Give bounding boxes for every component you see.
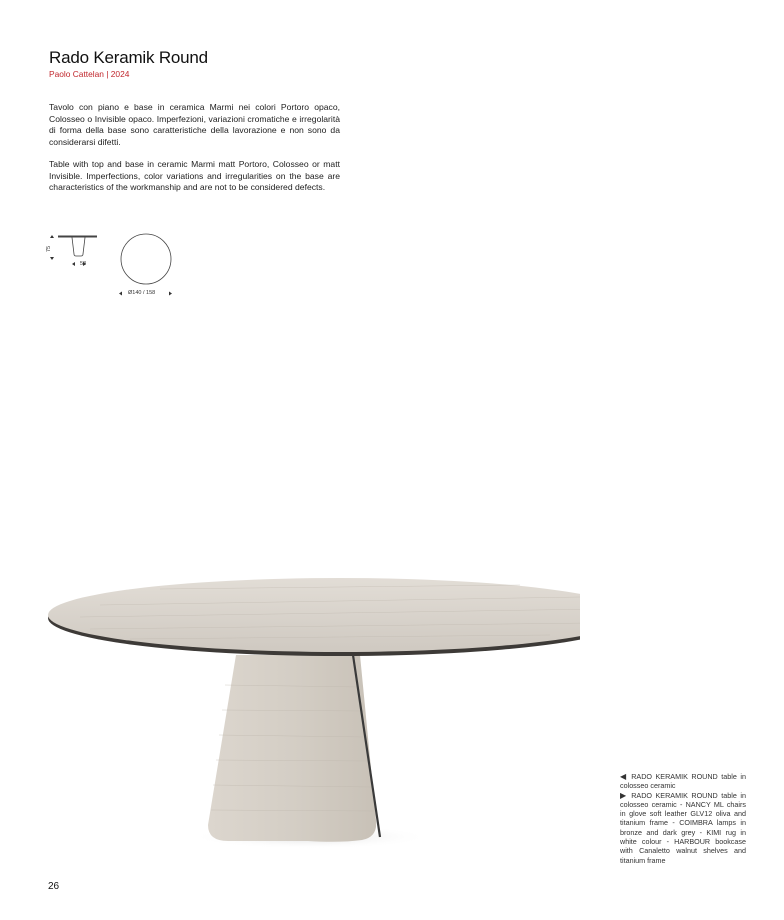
diameter-arrow-right-icon [169, 292, 172, 296]
height-arrow-up-icon [50, 235, 54, 238]
description-english: Table with top and base in ceramic Marmi matt Portoro, Colosseo or matt Invisible. Imperfections, color variations and irregularities on the base are characteristics of the workmanship and are not to be considered defects. [49, 159, 340, 193]
table-base [208, 655, 376, 842]
table-illustration [40, 575, 580, 875]
height-value: 75 [46, 245, 52, 252]
side-view-base [72, 238, 85, 257]
product-title: Rado Keramik Round [49, 48, 208, 67]
caption-right [620, 791, 746, 865]
table-photo [40, 575, 580, 875]
top-view-circle [121, 234, 171, 284]
dimension-drawing [44, 230, 184, 300]
caption-right-text: RADO KERAMIK ROUND table in colosseo ceramic - NANCY ML chairs in glove soft leather GLV12 oliva and titanium frame - COIMBRA lamps in bronze and dark grey - KIMI rug in white colour - HARBOUR bookcase with Canaletto walnut shelves and titanium frame [620, 790, 746, 865]
page-number: 26 [48, 881, 60, 892]
height-arrow-down-icon [50, 257, 54, 260]
dimension-diagram [44, 230, 184, 300]
caption-left [620, 772, 746, 791]
diameter-arrow-left-icon [119, 292, 122, 296]
caption-left-arrow-icon: ◀ [620, 772, 628, 781]
base-value: 58 [80, 261, 87, 267]
caption-right-arrow-icon: ▶ [620, 790, 628, 800]
caption-left-text: RADO KERAMIK ROUND table in colosseo ceramic [620, 772, 746, 791]
description-italian: Tavolo con piano e base in ceramica Marmi nei colori Portoro opaco, Colosseo o Invisible opaco. Imperfezioni, variazioni cromatiche e irregolarità di forma della base sono caratteristiche della lavorazione e non sono da considerarsi difetti. [49, 102, 340, 147]
diameter-value: Ø140 / 158 [128, 290, 156, 296]
photo-captions [620, 772, 746, 865]
base-arrow-left-icon [72, 262, 75, 266]
designer-year: Paolo Cattelan | 2024 [49, 69, 130, 79]
